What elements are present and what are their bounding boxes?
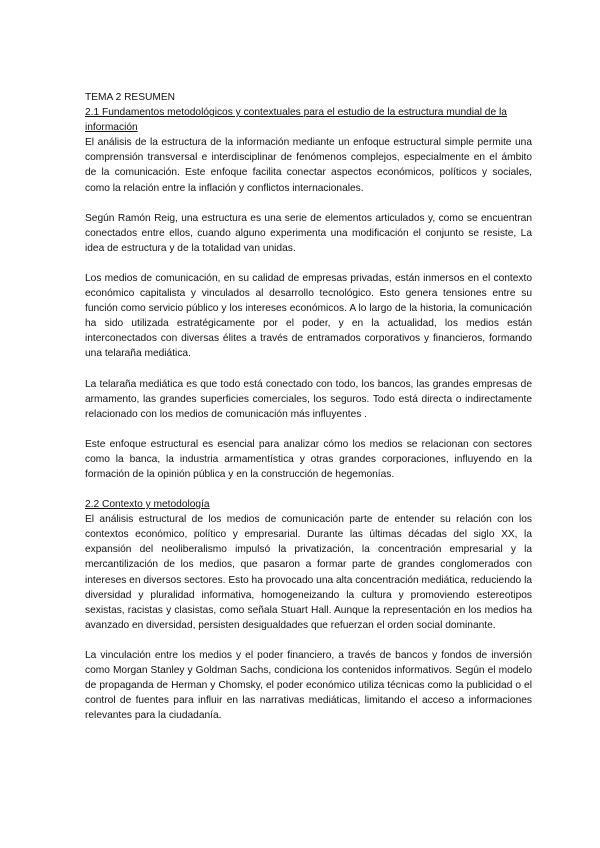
- paragraph: Este enfoque estructural es esencial para analizar cómo los medios se relacionan con sectores como la banca, la industria armamentística y otras grandes corporaciones, influyendo en la formación de la opinión pública y en la construcción de hegemonías.: [85, 438, 532, 480]
- paragraph-spacer: [85, 256, 532, 271]
- document-body: [85, 90, 532, 723]
- section-heading: 2.1 Fundamentos metodológicos y contextuales para el estudio de la estructura mundial de la información: [85, 107, 507, 134]
- paragraph: La telaraña mediática es que todo está conectado con todo, los bancos, las grandes empresas de armamento, las grandes superficies comerciales, los seguros. Todo está directa o indirectamente relacionado con los medios de comunicación más influyentes .: [85, 378, 532, 420]
- document-title: TEMA 2 RESUMEN: [85, 92, 176, 103]
- paragraph: Según Ramón Reig, una estructura es una serie de elementos articulados y, como se encuentran conectados entre ellos, cuando alguno experimenta una modificación el conjunto se resiste, La idea de estructura y de la totalidad van unidas.: [85, 212, 532, 254]
- paragraph-spacer: [85, 482, 532, 497]
- paragraph-spacer: [85, 422, 532, 437]
- paragraph: El análisis de la estructura de la información mediante un enfoque estructural simple permite una comprensión transversal e interdisciplinar de fenómenos complejos, especialmente en el ámbito de la comunicación. Este enfoque facilita conectar aspectos económicos, políticos y sociales, como la relación entre la inflación y conflictos internacionales.: [85, 137, 532, 194]
- paragraph: Los medios de comunicación, en su calidad de empresas privadas, están inmersos en el contexto económico capitalista y vinculados al desarrollo tecnológico. Esto genera tensiones entre su función como servicio público y los intereses económicos. A lo largo de la historia, la comunicación ha sido utilizada estratégicamente por el poder, y en la actualidad, los medios están interconectados con diversas élites a través de entramados corporativos y financieros, formando una telaraña mediática.: [85, 272, 532, 360]
- paragraph: La vinculación entre los medios y el poder financiero, a través de bancos y fondos de inversión como Morgan Stanley y Goldman Sachs, condiciona los contenidos informativos. Según el modelo de propaganda de Herman y Chomsky, el poder económico utiliza técnicas como la publicidad o el control de fuentes para influir en las narrativas mediáticas, limitando el acceso a informaciones relevantes para la ciudadanía.: [85, 649, 532, 722]
- paragraph: El análisis estructural de los medios de comunicación parte de entender su relación con los contextos económico, político y empresarial. Durante las últimas décadas del siglo XX, la expansión del neoliberalismo impulsó la privatización, la concentración empresarial y la mercantilización de los medios, que pasaron a formar parte de grandes conglomerados con intereses en diversos sectores. Esto ha provocado una alta concentración mediática, reduciendo la diversidad y pluralidad informativa, homogeneizando la cultura y promoviendo estereotipos sexistas, racistas y clasistas, como señala Stuart Hall. Aunque la representación en los medios ha avanzado en diversidad, persisten desigualdades que refuerzan el orden social dominante.: [85, 514, 532, 631]
- section-heading: 2.2 Contexto y metodología: [85, 499, 210, 511]
- paragraph-spacer: [85, 196, 532, 211]
- paragraph-spacer: [85, 633, 532, 648]
- paragraph-spacer: [85, 362, 532, 377]
